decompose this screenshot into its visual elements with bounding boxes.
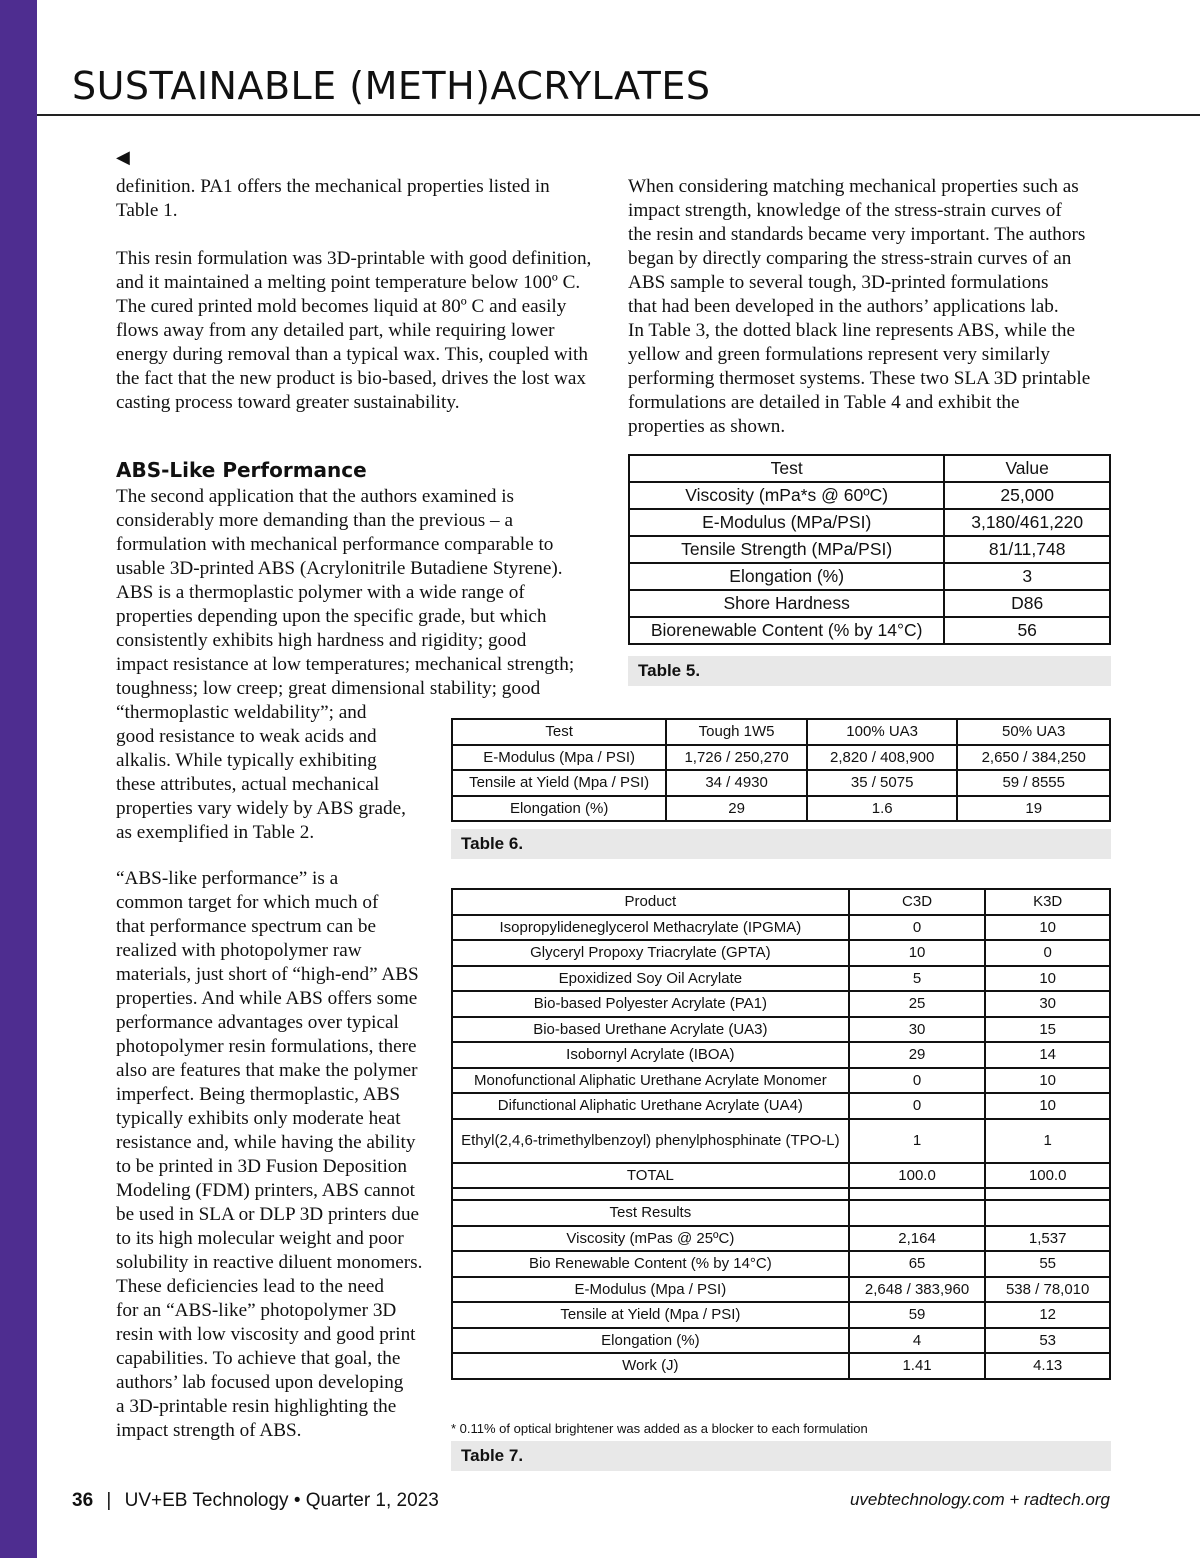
side-accent-bar [0, 0, 37, 1558]
left-paragraph-4-line: capabilities. To achieve that goal, the [116, 1348, 401, 1369]
table-row [452, 1302, 1110, 1328]
table-row [452, 1163, 1110, 1189]
table-cell: 10 [985, 1068, 1110, 1094]
table-cell: 3,180/461,220 [944, 509, 1110, 536]
left-paragraph-3-line: as exemplified in Table 2. [116, 822, 315, 843]
table-cell: 10 [985, 966, 1110, 992]
right-paragraph-line: When considering matching mechanical properties such as [628, 176, 1079, 197]
table-row [452, 1277, 1110, 1303]
table-cell: Test Results [452, 1200, 849, 1226]
table-header-row [452, 889, 1110, 915]
table-cell: 53 [985, 1328, 1110, 1354]
table-cell: 0 [985, 940, 1110, 966]
table-row [452, 796, 1110, 822]
left-paragraph-4-line: performance advantages over typical [116, 1012, 399, 1033]
left-paragraph-3-line: ABS is a thermoplastic polymer with a wide range of [116, 582, 525, 603]
table-7-caption: Table 7. [451, 1441, 1111, 1471]
table-cell: 50% UA3 [957, 719, 1110, 745]
right-paragraph-line: performing thermoset systems. These two SLA 3D printable [628, 368, 1091, 389]
table-cell: 100.0 [849, 1163, 986, 1189]
left-paragraph-4-line: materials, just short of “high-end” ABS [116, 964, 419, 985]
table-cell: Bio-based Polyester Acrylate (PA1) [452, 991, 849, 1017]
table-cell: 15 [985, 1017, 1110, 1043]
table-row [629, 563, 1110, 590]
table-cell: Elongation (%) [452, 796, 666, 822]
table-cell: 35 / 5075 [807, 770, 958, 796]
right-paragraph [628, 175, 1128, 439]
left-paragraph-4-line: typically exhibits only moderate heat [116, 1108, 401, 1129]
table-cell: Bio Renewable Content (% by 14°C) [452, 1251, 849, 1277]
table-cell: 29 [666, 796, 807, 822]
table-row [452, 1226, 1110, 1252]
table-row [452, 1068, 1110, 1094]
table-row [452, 1328, 1110, 1354]
right-paragraph-lines [628, 175, 1128, 439]
left-paragraph-3-line: properties depending upon the specific grade, but which [116, 606, 547, 627]
table-cell: D86 [944, 590, 1110, 617]
left-paragraph-2: This resin formulation was 3D-printable with good definition, and it maintained a melting point temperature below 100º C. The cured printed mold becomes liquid at 80º C and easily flows away from any detailed part, while requiring lower energy during removal than a typical wax. This, coupled with the fact that the new product is bio-based, drives the lost wax casting process toward greater sustainability. [116, 248, 592, 413]
table-cell: Bio-based Urethane Acrylate (UA3) [452, 1017, 849, 1043]
table-7-footnote: * 0.11% of optical brightener was added as a blocker to each formulation [451, 1421, 868, 1436]
table-cell: 5 [849, 966, 986, 992]
table-cell: 2,164 [849, 1226, 986, 1252]
table-row [452, 915, 1110, 941]
table-5 [628, 454, 1111, 645]
table-row [452, 1251, 1110, 1277]
table-cell: 34 / 4930 [666, 770, 807, 796]
table-cell: 2,650 / 384,250 [957, 745, 1110, 771]
section-heading: ABS-Like Performance [116, 458, 367, 482]
table-row [452, 1042, 1110, 1068]
left-paragraph-4-line: imperfect. Being thermoplastic, ABS [116, 1084, 401, 1105]
left-paragraph-4-line: to its high molecular weight and poor [116, 1228, 404, 1249]
table-row [452, 1353, 1110, 1379]
table-row [629, 590, 1110, 617]
left-paragraph-3-line: alkalis. While typically exhibiting [116, 750, 377, 771]
table-row [452, 940, 1110, 966]
table-cell: Tensile Strength (MPa/PSI) [629, 536, 944, 563]
table-cell: Tensile at Yield (Mpa / PSI) [452, 770, 666, 796]
right-paragraph-line: began by directly comparing the stress-strain curves of an [628, 248, 1072, 269]
table-cell: 10 [849, 940, 986, 966]
table-cell [452, 1188, 849, 1200]
table-cell: 0 [849, 1093, 986, 1119]
left-paragraph-4 [116, 867, 446, 1443]
table-cell: K3D [985, 889, 1110, 915]
table-cell: E-Modulus (MPa/PSI) [629, 509, 944, 536]
table-cell: 25,000 [944, 482, 1110, 509]
left-paragraph-3-line: considerably more demanding than the previous – a [116, 510, 513, 531]
table-cell: C3D [849, 889, 986, 915]
left-paragraph-4-line: “ABS-like performance” is a [116, 868, 339, 889]
table-row [452, 1119, 1110, 1163]
table-row [629, 482, 1110, 509]
table-cell: 4.13 [985, 1353, 1110, 1379]
left-paragraph-4-line: also are features that make the polymer [116, 1060, 418, 1081]
table-cell: Work (J) [452, 1353, 849, 1379]
left-paragraph-4-line: be used in SLA or DLP 3D printers due [116, 1204, 420, 1225]
table-6 [451, 718, 1111, 822]
left-paragraph-4-line: a 3D-printable resin highlighting the [116, 1396, 397, 1417]
header-divider [37, 114, 1200, 116]
right-paragraph-line: the resin and standards became very important. The authors [628, 224, 1086, 245]
table-cell: Elongation (%) [629, 563, 944, 590]
table-cell: Viscosity (mPa*s @ 60ºC) [629, 482, 944, 509]
table-cell: 30 [985, 991, 1110, 1017]
left-paragraph-4-line: Modeling (FDM) printers, ABS cannot [116, 1180, 415, 1201]
table-cell: 1.6 [807, 796, 958, 822]
right-paragraph-line: that had been developed in the authors’ applications lab. [628, 296, 1059, 317]
table-cell: 55 [985, 1251, 1110, 1277]
table-cell: 3 [944, 563, 1110, 590]
table-cell: 59 / 8555 [957, 770, 1110, 796]
table-row [452, 745, 1110, 771]
table-row [452, 1017, 1110, 1043]
table-row [452, 991, 1110, 1017]
table-cell: Epoxidized Soy Oil Acrylate [452, 966, 849, 992]
table-cell: Value [944, 455, 1110, 482]
table-cell: 12 [985, 1302, 1110, 1328]
table-cell: Monofunctional Aliphatic Urethane Acrylate Monomer [452, 1068, 849, 1094]
table-cell: Elongation (%) [452, 1328, 849, 1354]
table-row [629, 617, 1110, 644]
right-paragraph-line: formulations are detailed in Table 4 and exhibit the [628, 392, 1020, 413]
left-paragraph-4-line: to be printed in 3D Fusion Deposition [116, 1156, 407, 1177]
page-title: SUSTAINABLE (METH)ACRYLATES [72, 64, 711, 108]
table-cell: Product [452, 889, 849, 915]
left-paragraph-3-line: properties vary widely by ABS grade, [116, 798, 406, 819]
table-cell: 56 [944, 617, 1110, 644]
table-cell: 538 / 78,010 [985, 1277, 1110, 1303]
table-5-caption: Table 5. [628, 656, 1111, 686]
table-cell: 81/11,748 [944, 536, 1110, 563]
table-row [629, 536, 1110, 563]
table-cell: E-Modulus (Mpa / PSI) [452, 745, 666, 771]
left-paragraph-4-line: realized with photopolymer raw [116, 940, 362, 961]
table-cell: 0 [849, 915, 986, 941]
left-paragraph-3-line: these attributes, actual mechanical [116, 774, 380, 795]
left-paragraph-4-line: resistance and, while having the ability [116, 1132, 416, 1153]
table-cell: Biorenewable Content (% by 14°C) [629, 617, 944, 644]
table-header-row [452, 719, 1110, 745]
left-paragraph-4-line: common target for which much of [116, 892, 379, 913]
left-paragraph-4-line: impact strength of ABS. [116, 1420, 302, 1441]
table-cell: 29 [849, 1042, 986, 1068]
right-paragraph-line: impact strength, knowledge of the stress-strain curves of [628, 200, 1062, 221]
left-paragraph-4-line: authors’ lab focused upon developing [116, 1372, 404, 1393]
footer-websites: uvebtechnology.com + radtech.org [849, 1490, 1110, 1509]
table-cell: 14 [985, 1042, 1110, 1068]
left-paragraph-3-line: “thermoplastic weldability”; and [116, 702, 367, 723]
table-cell: Isobornyl Acrylate (IBOA) [452, 1042, 849, 1068]
table-cell: 2,820 / 408,900 [807, 745, 958, 771]
left-paragraph-3-line: consistently exhibits high hardness and rigidity; good [116, 630, 527, 651]
left-paragraph-3-line: impact resistance at low temperatures; mechanical strength; [116, 654, 575, 675]
right-paragraph-line: yellow and green formulations represent very similarly [628, 344, 1050, 365]
page-number: 36 [72, 1490, 94, 1511]
right-paragraph-line: properties as shown. [628, 416, 786, 437]
table-cell: Tensile at Yield (Mpa / PSI) [452, 1302, 849, 1328]
table-cell: 1 [849, 1119, 986, 1163]
table-cell: Test [629, 455, 944, 482]
left-paragraph-3-line: good resistance to weak acids and [116, 726, 377, 747]
table-cell: 65 [849, 1251, 986, 1277]
footer-publication [72, 1490, 439, 1512]
table-cell: 1.41 [849, 1353, 986, 1379]
table-cell: 2,648 / 383,960 [849, 1277, 986, 1303]
table-row [629, 509, 1110, 536]
left-paragraph-4-line: properties. And while ABS offers some [116, 988, 418, 1009]
table-cell [849, 1200, 986, 1226]
table-cell: 30 [849, 1017, 986, 1043]
table-cell: 10 [985, 1093, 1110, 1119]
left-paragraph-4-line: for an “ABS-like” photopolymer 3D [116, 1300, 397, 1321]
table-cell: Shore Hardness [629, 590, 944, 617]
left-paragraph-3-line: usable 3D-printed ABS (Acrylonitrile Butadiene Styrene). [116, 558, 563, 579]
table-cell: 59 [849, 1302, 986, 1328]
left-paragraph-4-line: solubility in reactive diluent monomers. [116, 1252, 423, 1273]
table-cell: Glyceryl Propoxy Triacrylate (GPTA) [452, 940, 849, 966]
table-cell: 100.0 [985, 1163, 1110, 1189]
table-cell: Ethyl(2,4,6-trimethylbenzoyl) phenylphosphinate (TPO-L) [452, 1119, 849, 1163]
table-cell: TOTAL [452, 1163, 849, 1189]
table-cell [985, 1188, 1110, 1200]
footer-separator: | [106, 1490, 112, 1511]
table-cell: Viscosity (mPas @ 25ºC) [452, 1226, 849, 1252]
left-paragraph-4-line: resin with low viscosity and good print [116, 1324, 416, 1345]
table-cell [985, 1200, 1110, 1226]
left-paragraph-3-line: The second application that the authors examined is [116, 486, 515, 507]
table-cell: 1 [985, 1119, 1110, 1163]
table-cell: Isopropylideneglycerol Methacrylate (IPGMA) [452, 915, 849, 941]
table-cell: 1,726 / 250,270 [666, 745, 807, 771]
table-cell: E-Modulus (Mpa / PSI) [452, 1277, 849, 1303]
left-paragraph-3-line: toughness; low creep; great dimensional stability; good [116, 678, 541, 699]
right-paragraph-line: ABS sample to several tough, 3D-printed formulations [628, 272, 1049, 293]
table-cell: Test [452, 719, 666, 745]
left-paragraph-1: definition. PA1 offers the mechanical properties listed in Table 1. [116, 176, 550, 221]
table-row [452, 770, 1110, 796]
left-paragraph-3-line: formulation with mechanical performance comparable to [116, 534, 554, 555]
table-cell: 1,537 [985, 1226, 1110, 1252]
table-cell: 4 [849, 1328, 986, 1354]
table-row [452, 966, 1110, 992]
table-cell: Difunctional Aliphatic Urethane Acrylate (UA4) [452, 1093, 849, 1119]
publication-name: UV+EB Technology • Quarter 1, 2023 [124, 1490, 439, 1511]
right-paragraph-line: In Table 3, the dotted black line represents ABS, while the [628, 320, 1075, 341]
table-cell: 25 [849, 991, 986, 1017]
table-header-row [629, 455, 1110, 482]
left-paragraph-4-line: These deficiencies lead to the need [116, 1276, 384, 1297]
table-cell: 19 [957, 796, 1110, 822]
table-cell [849, 1188, 986, 1200]
left-paragraph-4-line: photopolymer resin formulations, there [116, 1036, 417, 1057]
table-spacer-row [452, 1188, 1110, 1200]
table-cell: 0 [849, 1068, 986, 1094]
table-row [452, 1093, 1110, 1119]
back-arrow-icon[interactable]: ◀ [116, 147, 130, 168]
table-cell: Tough 1W5 [666, 719, 807, 745]
table-cell: 10 [985, 915, 1110, 941]
table-cell: 100% UA3 [807, 719, 958, 745]
left-paragraph-4-lines [116, 867, 446, 1443]
table-7 [451, 888, 1111, 1380]
table-6-caption: Table 6. [451, 829, 1111, 859]
left-paragraph-4-line: that performance spectrum can be [116, 916, 376, 937]
table-results-header-row [452, 1200, 1110, 1226]
